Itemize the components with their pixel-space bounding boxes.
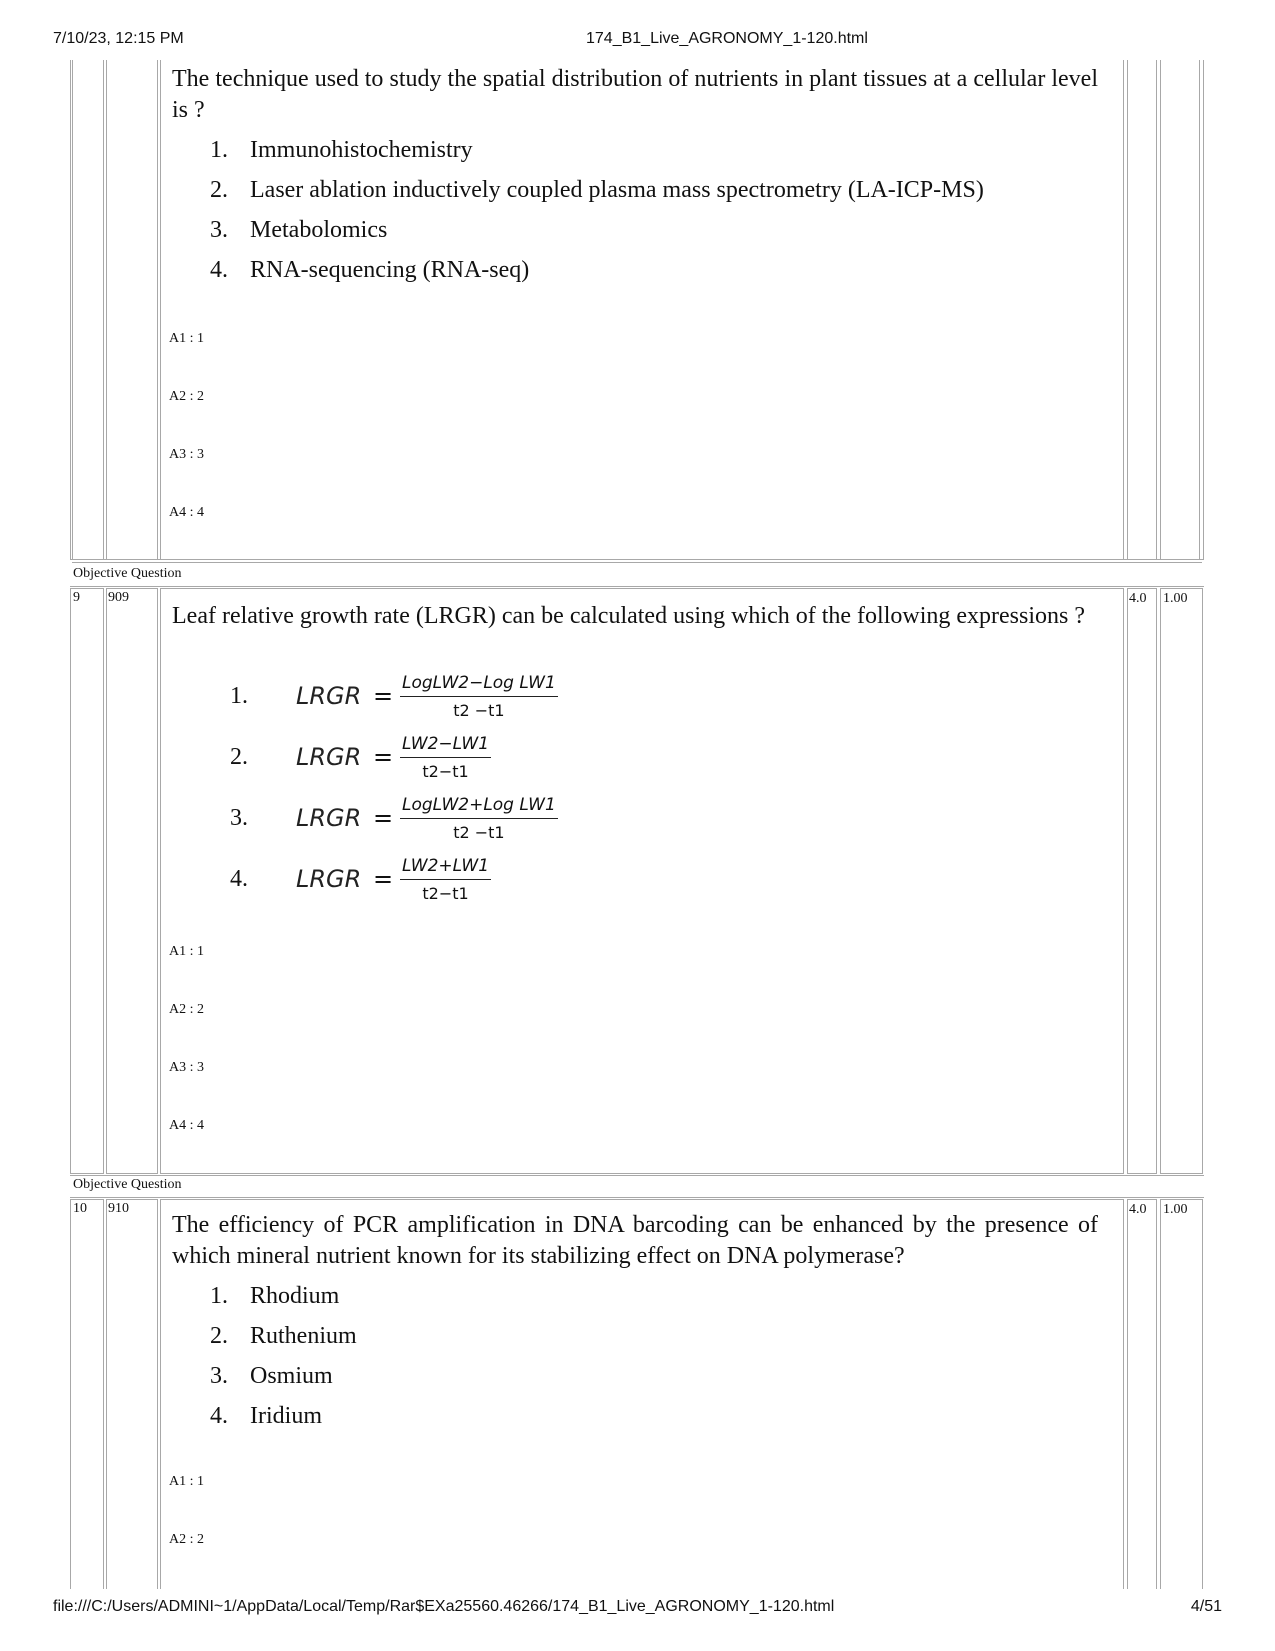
serial-number: 10: [73, 1201, 87, 1216]
file-path: file:///C:/Users/ADMINI~1/AppData/Local/Temp/Rar$EXa25560.46266/174_B1_Live_AGRONOMY_1-120.html: [53, 1598, 835, 1615]
serial-cell: [70, 1199, 104, 1589]
table-border: [103, 60, 104, 560]
answer-id: A1 : 1: [169, 944, 204, 959]
marks-cell: [1127, 588, 1157, 1174]
option-item: 2. Ruthenium: [210, 1323, 357, 1349]
question-9-text: Leaf relative growth rate (LRGR) can be calculated using which of the following expressions ?: [172, 603, 1086, 629]
answer-id: A3 : 3: [169, 447, 204, 462]
negative-marks: 1.00: [1163, 591, 1188, 606]
answer-id: A4 : 4: [169, 1118, 204, 1133]
option-item: 3. Metabolomics: [210, 217, 388, 243]
table-border: [70, 1175, 1204, 1176]
table-border: [72, 562, 1202, 563]
answer-id: A2 : 2: [169, 1002, 204, 1017]
formula-option-4: 4. LRGR = $\frac{LW2+LW1}{t2-t1}$: [230, 855, 490, 903]
question-id-cell: [106, 588, 158, 1174]
option-item: 2. Laser ablation inductively coupled plasma mass spectrometry (LA-ICP-MS): [210, 177, 984, 203]
question-id-cell: [106, 1199, 158, 1589]
marks-cell: [1127, 1199, 1157, 1589]
table-border: [72, 60, 73, 560]
answer-id: A2 : 2: [169, 389, 204, 404]
table-border: [1127, 60, 1128, 560]
answer-id: A4 : 4: [169, 505, 204, 520]
answer-id: A3 : 3: [169, 1060, 204, 1075]
table-border: [1160, 60, 1161, 560]
answer-id: A1 : 1: [169, 331, 204, 346]
print-datetime: 7/10/23, 12:15 PM: [53, 30, 184, 47]
fraction: $\frac{\text{LogLW2−Log LW1}}{t2 -t1}$: [402, 672, 556, 720]
table-border: [70, 1197, 1204, 1198]
option-item: 4. RNA-sequencing (RNA-seq): [210, 257, 530, 283]
serial-cell: [70, 588, 104, 1174]
table-border: [1199, 60, 1200, 560]
fraction: $\frac{\text{LogLW2+Log LW1}}{t2 -t1}$: [402, 794, 556, 842]
question-id: 909: [108, 590, 129, 605]
answer-id: A1 : 1: [169, 1474, 204, 1489]
serial-number: 9: [73, 590, 80, 605]
question-type-label: Objective Question: [73, 566, 182, 581]
marks: 4.0: [1129, 591, 1147, 606]
negative-marks-cell: [1160, 1199, 1203, 1589]
question-10-text: The efficiency of PCR amplification in DNA barcoding can be enhanced by the presence of which mineral nutrient known for its stabilizing effect on DNA polymerase?: [172, 1212, 1098, 1269]
table-border: [1123, 60, 1124, 560]
negative-marks-cell: [1160, 588, 1203, 1174]
table-border: [1156, 60, 1157, 560]
formula-option-1: 1. LRGR = $\frac{\text{LogLW2−Log LW1}}{t2 -t1}$: [230, 672, 556, 720]
question-10-options: [210, 1276, 357, 1436]
fraction: $\frac{LW2+LW1}{t2-t1}$: [402, 855, 490, 903]
table-border: [70, 559, 1204, 560]
table-border: [106, 60, 107, 560]
formula-option-3: 3. LRGR = $\frac{\text{LogLW2+Log LW1}}{t2 -t1}$: [230, 794, 556, 842]
question-type-label: Objective Question: [73, 1177, 182, 1192]
question-id: 910: [108, 1201, 129, 1216]
question-8-text: The technique used to study the spatial distribution of nutrients in plant tissues at a cellular level is ?: [172, 66, 1098, 123]
table-border: [70, 586, 1204, 587]
option-item: 1. Immunohistochemistry: [210, 137, 473, 163]
table-border: [160, 60, 161, 560]
option-item: 3. Osmium: [210, 1363, 333, 1389]
option-item: 4. Iridium: [210, 1403, 322, 1429]
table-border: [1203, 60, 1204, 560]
option-item: 1. Rhodium: [210, 1283, 340, 1309]
marks: 4.0: [1129, 1202, 1147, 1217]
table-border: [157, 60, 158, 560]
table-border: [70, 60, 71, 560]
page-number: 4/51: [1190, 1598, 1222, 1615]
negative-marks: 1.00: [1163, 1202, 1188, 1217]
question-8-options: [210, 130, 984, 290]
document-title: 174_B1_Live_AGRONOMY_1-120.html: [586, 30, 868, 47]
answer-id: A2 : 2: [169, 1532, 204, 1547]
formula-option-2: 2. LRGR = $\frac{LW2-LW1}{t2-t1}$: [230, 733, 490, 781]
fraction: $\frac{LW2-LW1}{t2-t1}$: [402, 733, 490, 781]
